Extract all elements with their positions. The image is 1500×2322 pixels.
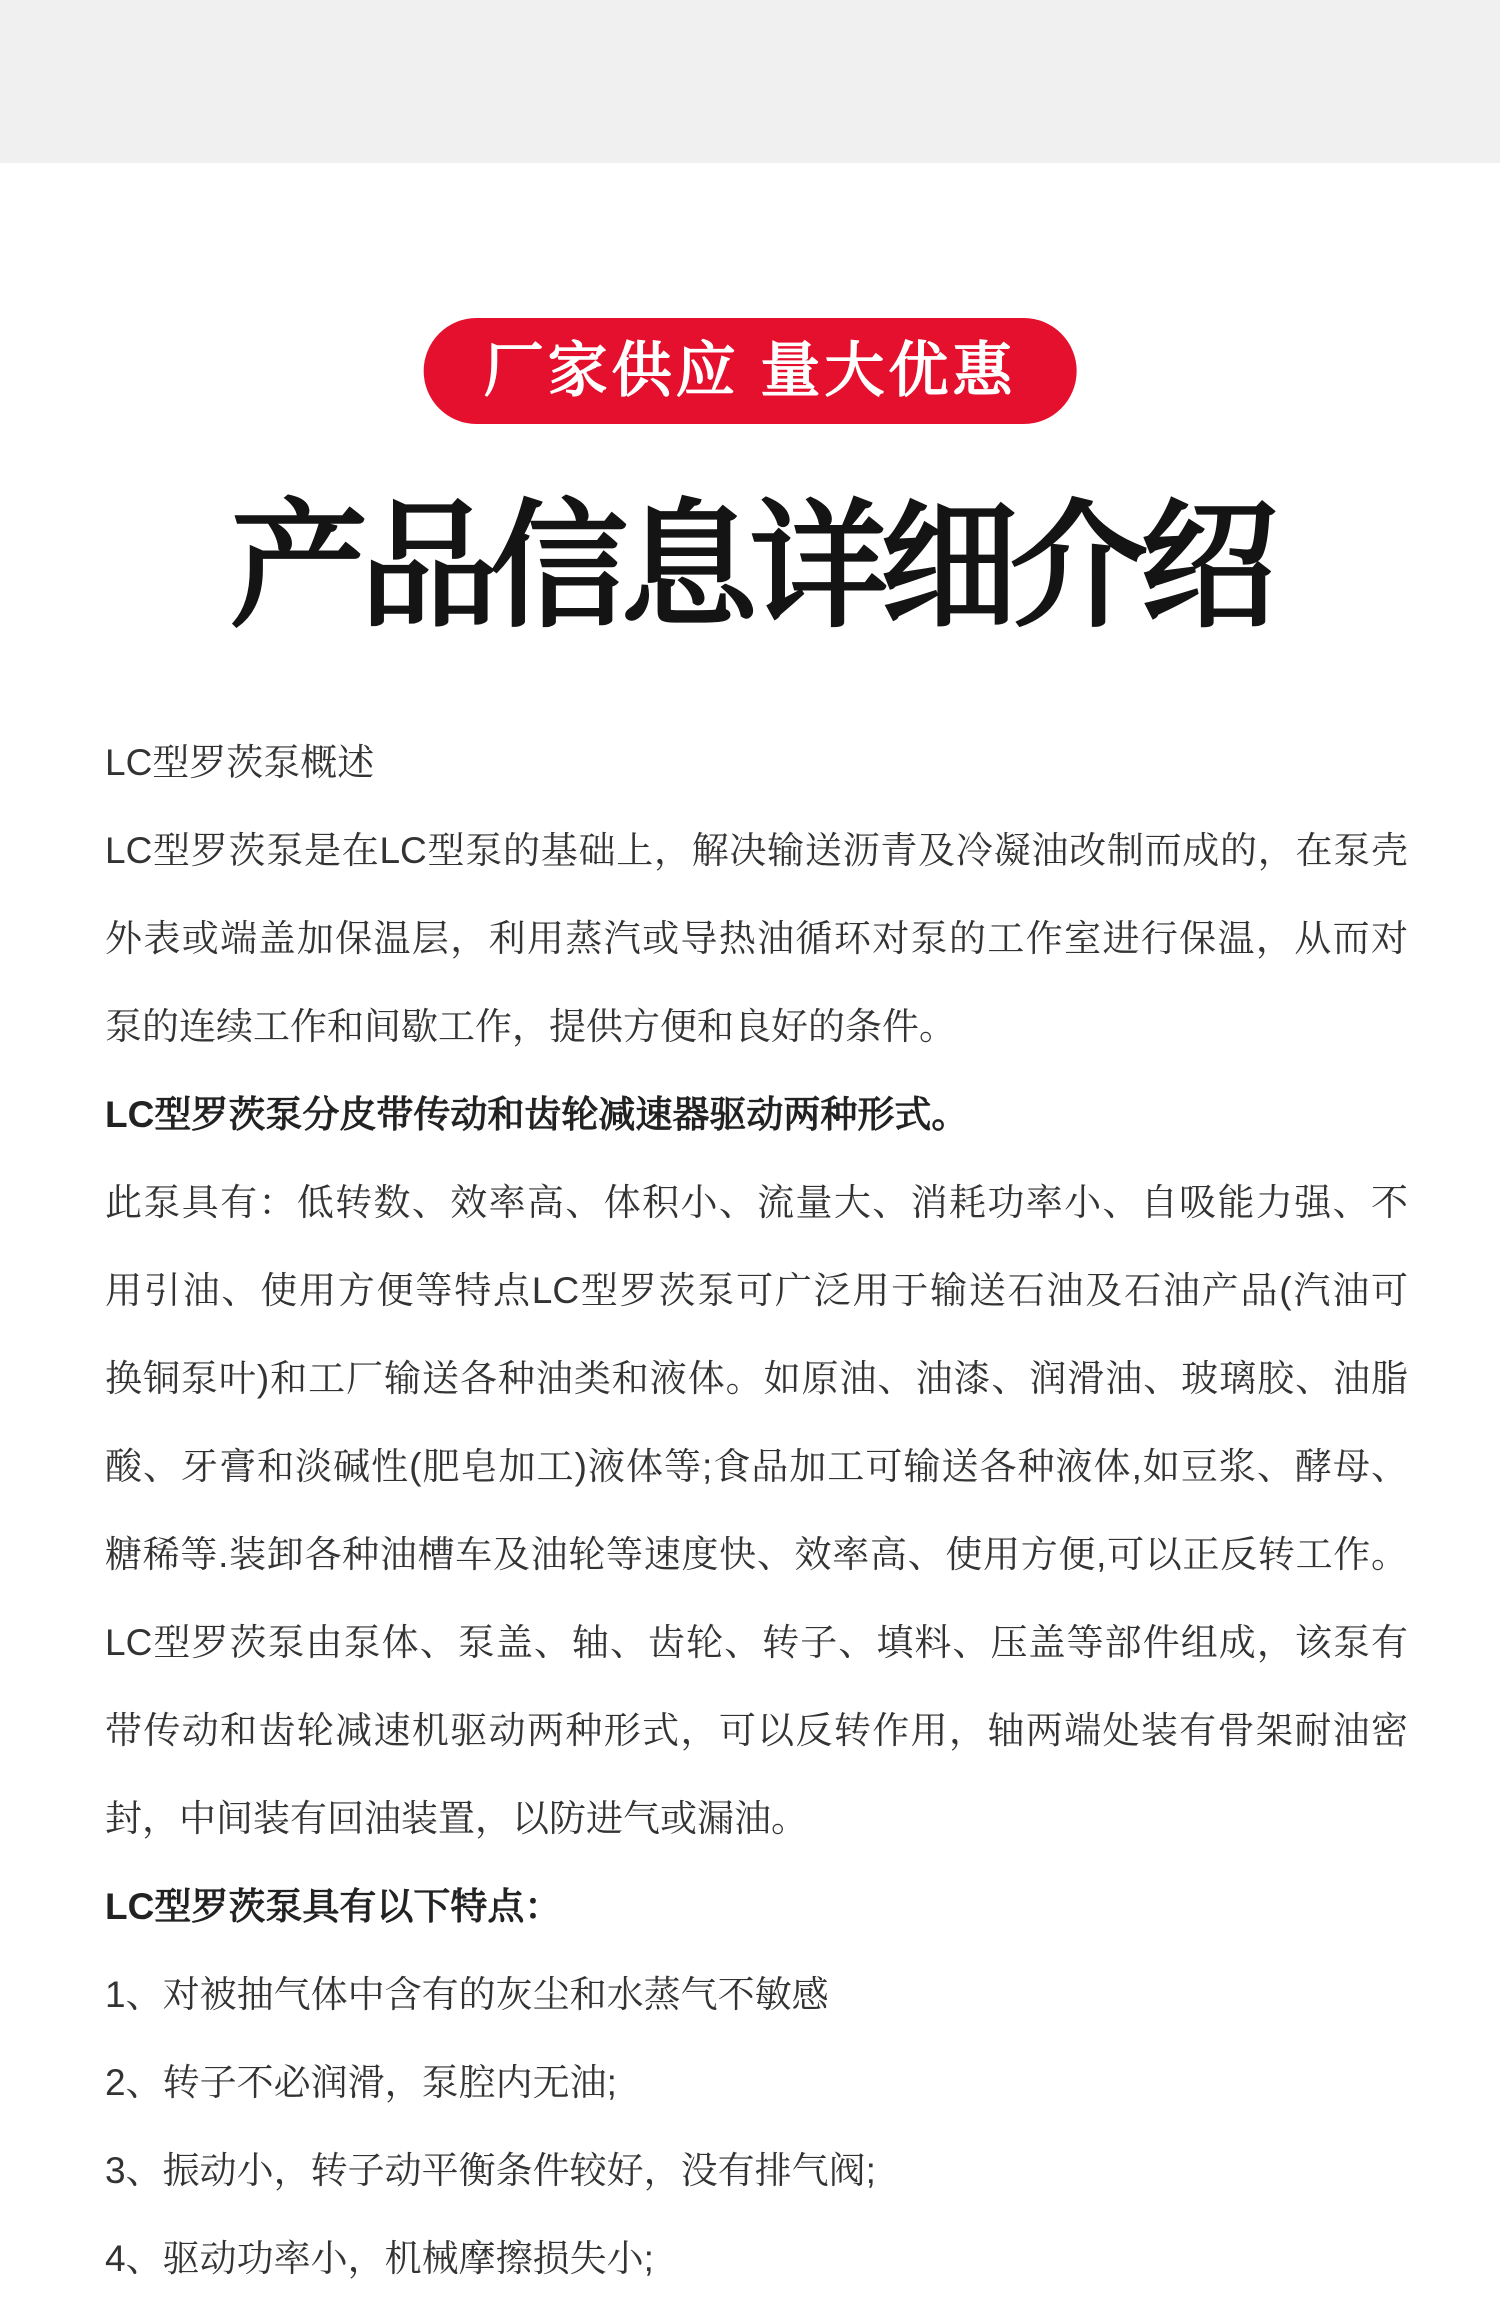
section-heading: LC型罗茨泵具有以下特点：: [105, 1886, 562, 1927]
page-title: 产品信息详细介绍: [229, 490, 1270, 644]
header-background-band: [0, 0, 1500, 163]
text-line: 外表或端盖加保温层，利用蒸汽或导热油循环对泵的工作室进行保温，从而对: [105, 918, 1408, 959]
text-line: 此泵具有：低转数、效率高、体积小、流量大、消耗功率小、自吸能力强、不: [105, 1182, 1408, 1223]
text-line: 1、对被抽气体中含有的灰尘和水蒸气不敏感: [105, 1974, 829, 2015]
text-line: 4、驱动功率小，机械摩擦损失小;: [105, 2238, 654, 2279]
text-line: 糖稀等.装卸各种油槽车及油轮等速度快、效率高、使用方便,可以正反转工作。: [105, 1534, 1408, 1575]
text-line: 2、转子不必润滑，泵腔内无油;: [105, 2062, 617, 2103]
text-line: LC型罗茨泵概述: [105, 742, 375, 783]
text-line: 用引油、使用方便等特点LC型罗茨泵可广泛用于输送石油及石油产品(汽油可: [105, 1270, 1408, 1311]
text-line: LC型罗茨泵由泵体、泵盖、轴、齿轮、转子、填料、压盖等部件组成，该泵有: [105, 1622, 1408, 1663]
text-line: LC型罗茨泵是在LC型泵的基础上，解决输送沥青及冷凝油改制而成的，在泵壳: [105, 830, 1408, 871]
text-line: 泵的连续工作和间歇工作，提供方便和良好的条件。: [105, 1006, 956, 1047]
text-line: 3、振动小，转子动平衡条件较好，没有排气阀;: [105, 2150, 876, 2191]
text-line: 酸、牙膏和淡碱性(肥皂加工)液体等;食品加工可输送各种液体,如豆浆、酵母、: [105, 1446, 1408, 1487]
section-heading: LC型罗茨泵分皮带传动和齿轮减速器驱动两种形式。: [105, 1094, 969, 1135]
promo-badge: 厂家供应 量大优惠: [424, 318, 1077, 424]
text-line: 换铜泵叶)和工厂输送各种油类和液体。如原油、油漆、润滑油、玻璃胶、油脂: [105, 1358, 1408, 1399]
text-line: 带传动和齿轮减速机驱动两种形式，可以反转作用，轴两端处装有骨架耐油密: [105, 1710, 1408, 1751]
text-line: 封，中间装有回油装置，以防进气或漏油。: [105, 1798, 808, 1839]
content: [105, 719, 1408, 2303]
